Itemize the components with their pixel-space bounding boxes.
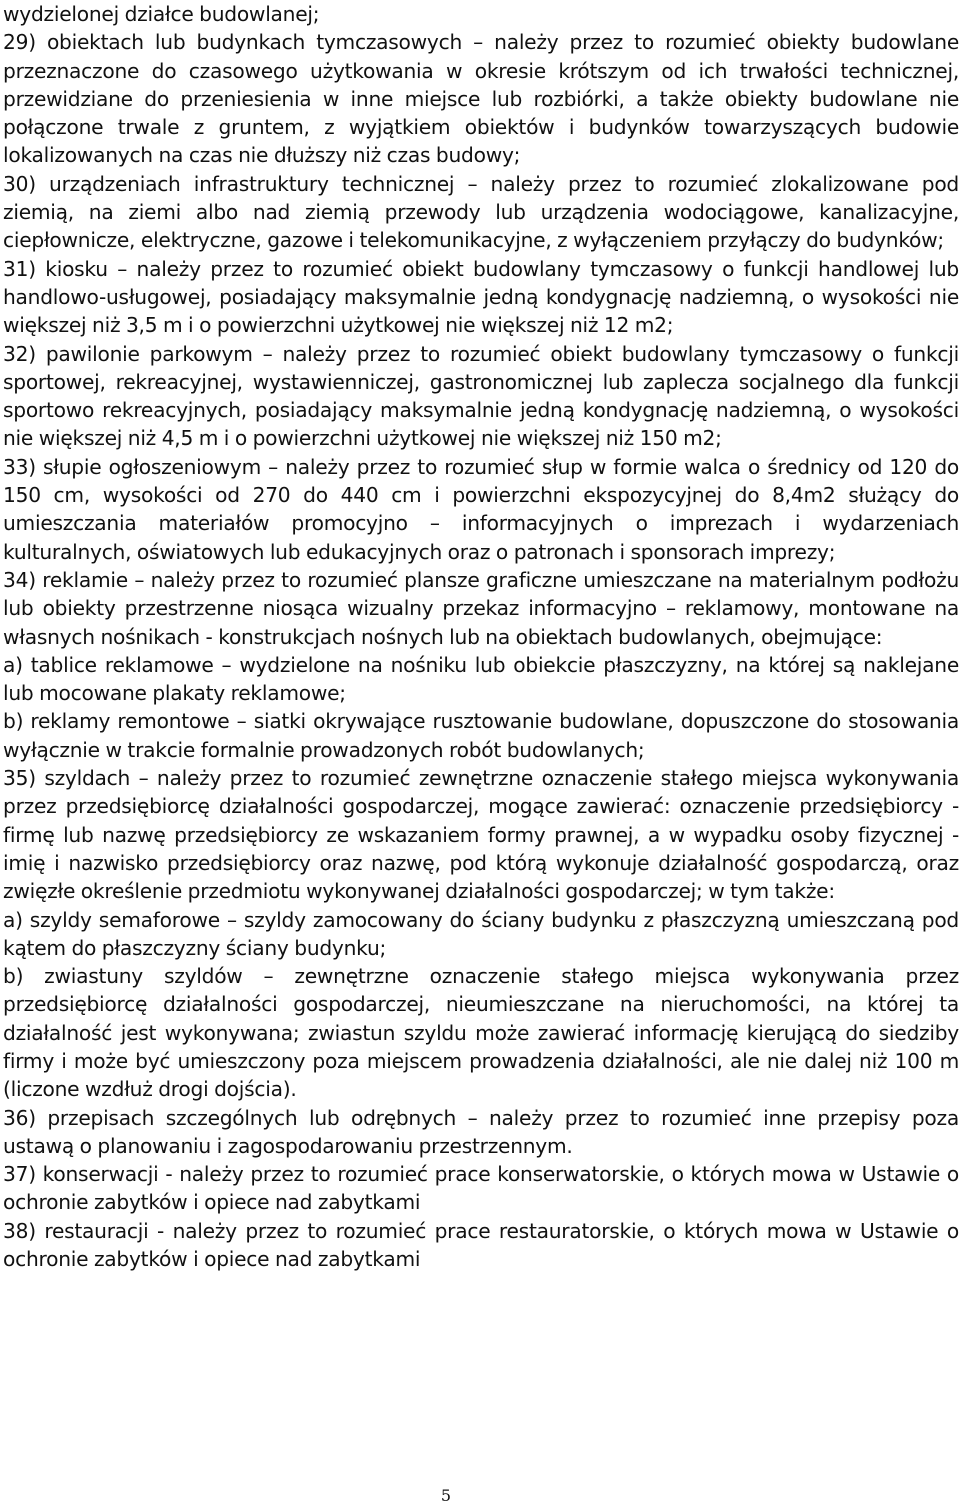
definition-33: 33) słupie ogłoszeniowym – należy przez to rozumieć słup w formie walca o średnicy od 120 do 150 cm, wysokości od 270 do 440 cm i powierzchni ekspozycyjnej do 8,4m2 służący do umieszczania materiałów promocyjno – informacyjnych o imprezach i wydarzeniach kulturalnych, oświatowych lub edukacyjnych oraz o patronach i sponsorach imprezy; [3, 454, 959, 564]
definition-35: 35) szyldach – należy przez to rozumieć zewnętrzne oznaczenie stałego miejsca wykonywania przez przedsiębiorcę działalności gospodarczej, mogące zawierać: oznaczenie przedsiębiorcy - firmę lub nazwę przedsiębiorcy ze wskazaniem formy prawnej, a w wypadku osoby fizycznej - imię i nazwisko przedsiębiorcy oraz nazwę, pod którą wykonuje działalność gospodarczą, oraz zwięzłe określenie przedmiotu wykonywanej działalności gospodarczej; w tym także: [3, 766, 959, 904]
definition-37: 37) konserwacji - należy przez to rozumieć prace konserwatorskie, o których mowa w Ustawie o ochronie zabytków i opiece nad zabytkami [3, 1162, 959, 1215]
definition-32: 32) pawilonie parkowym – należy przez to rozumieć obiekt budowlany tymczasowy o funkcji sportowej, rekreacyjnej, wystawienniczej, gastronomicznej lub zaplecza socjalnego dla funkcji sportowo rekreacyjnych, posiadający maksymalnie jedną kondygnację nadziemną, o wysokości nie większej niż 4,5 m i o powierzchni użytkowej nie większej niż 150 m2; [3, 341, 959, 451]
definition-34-b: b) reklamy remontowe – siatki okrywające rusztowanie budowlane, dopuszczone do stosowania wyłącznie w trakcie formalnie prowadzonych robót budowlanych; [3, 709, 959, 762]
definition-34-a: a) tablice reklamowe – wydzielone na nośniku lub obiekcie płaszczyzny, na której są naklejane lub mocowane plakaty reklamowe; [3, 652, 959, 706]
lead-text: wydzielonej działce budowlanej; [3, 2, 320, 26]
definition-31: 31) kiosku – należy przez to rozumieć obiekt budowlany tymczasowy o funkcji handlowej lub handlowo-usługowej, posiadający maksymalnie jedną kondygnację nadziemną, o wysokości nie większej niż 3,5 m i o powierzchni użytkowej nie większej niż 12 m2; [3, 256, 959, 338]
definition-34: 34) reklamie – należy przez to rozumieć plansze graficzne umieszczane na materialnym podłożu lub obiekty przestrzenne niosąca wizualny przekaz informacyjno – reklamowy, montowane na własnych nośnikach - konstrukcjach nośnych lub na obiektach budowlanych, obejmujące: [3, 567, 959, 649]
page-number: 5 [440, 1486, 452, 1505]
definition-36: 36) przepisach szczególnych lub odrębnych – należy przez to rozumieć inne przepisy poza ustawą o planowaniu i zagospodarowaniu przestrzennym. [3, 1105, 959, 1158]
document-body [3, 0, 959, 1273]
definition-35-a: a) szyldy semaforowe – szyldy zamocowany do ściany budynku z płaszczyzną umieszczaną pod kątem do płaszczyzny ściany budynku; [3, 907, 959, 960]
definition-29: 29) obiektach lub budynkach tymczasowych – należy przez to rozumieć obiekty budowlane przeznaczone do czasowego użytkowania w okresie krótszym od ich trwałości technicznej, przewidziane do przeniesienia w inne miejsce lub rozbiórki, a także obiekty budowlane nie połączone trwale z gruntem, z wyjątkiem obiektów i budynków towarzyszących budowie lokalizowanych na czas nie dłuższy niż czas budowy; [3, 30, 959, 168]
definition-38: 38) restauracji - należy przez to rozumieć prace restauratorskie, o których mowa w Ustawie o ochronie zabytków i opiece nad zabytkami [3, 1218, 959, 1272]
definition-35-b: b) zwiastuny szyldów – zewnętrzne oznaczenie stałego miejsca wykonywania przez przedsiębiorcę działalności gospodarczej, nieumieszczane na nieruchomości, na której ta działalność jest wykonywana; zwiastun szyldu może zawierać informację kierującą do siedziby firmy i może być umieszczony poza miejscem prowadzenia działalności, ale nie dalej niż 100 m (liczone wzdłuż drogi dojścia). [3, 964, 959, 1102]
definition-30: 30) urządzeniach infrastruktury technicznej – należy przez to rozumieć zlokalizowane pod ziemią, na ziemi albo nad ziemią przewody lub urządzenia wodociągowe, kanalizacyjne, ciepłownicze, elektryczne, gazowe i telekomunikacyjne, z wyłączeniem przyłączy do budynków; [3, 171, 959, 253]
